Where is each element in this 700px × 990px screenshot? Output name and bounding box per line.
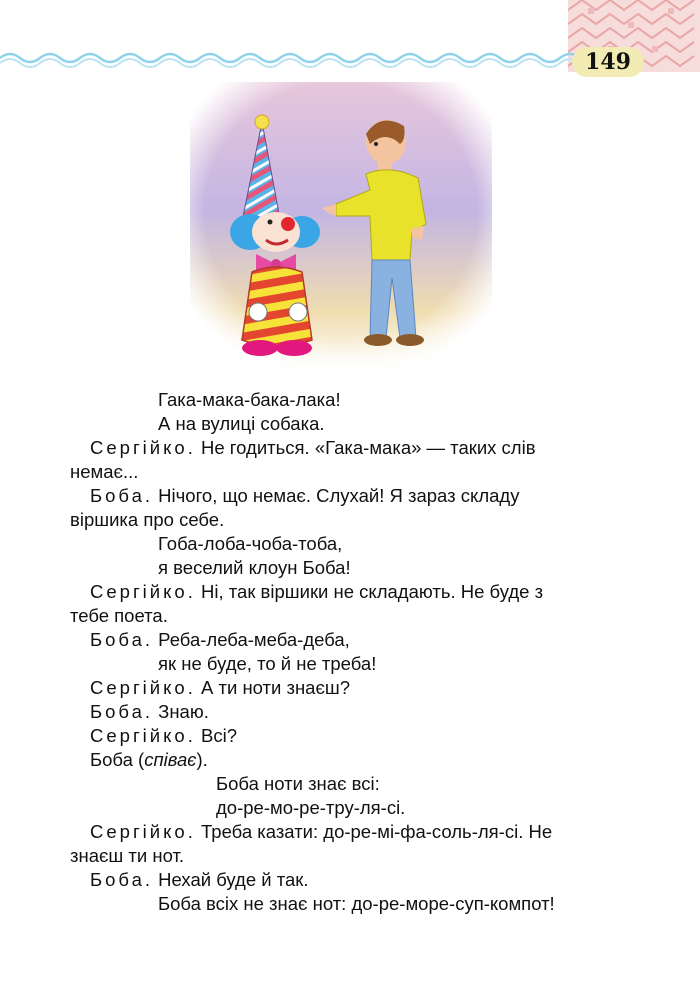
dialogue-line [90,868,610,892]
dialogue-line [90,820,610,844]
dialogue-line [90,436,610,460]
dialogue-text-span: А ти ноти знаєш? [195,677,351,698]
dialogue-line: немає... [70,461,139,482]
speaker-name: Боба. [90,485,154,506]
stage-direction: співає [144,749,197,770]
verse-line: до-ре-мо-ре-тру-ля-сі. [216,797,406,818]
page-number: 149 [572,47,644,77]
dialogue-line [90,748,610,772]
dialogue-line [90,484,610,508]
speaker-name: Сергійко. [90,581,196,602]
dialogue-text-span: Ні, так віршики не складають. Не буде з [195,581,544,602]
wavy-header-line [0,42,575,72]
speaker-name: Боба. [90,629,154,650]
verse-line: А на вулиці собака. [158,413,325,434]
dialogue-text-span: Всі? [195,725,238,746]
dialogue-line: тебе поета. [70,605,168,626]
clown-and-boy-illustration [190,82,492,370]
speaker-name: Боба. [90,701,154,722]
dialogue-line [90,700,610,724]
dialogue-text-span: Реба-леба-меба-деба, [153,629,350,650]
speaker-name: Боба. [90,869,154,890]
dialogue-text-span: Не годиться. «Гака-мака» — таких слів [195,437,536,458]
dialogue-line: знаєш ти нот. [70,845,185,866]
dialogue-text-span: Боба ( [90,749,145,770]
dialogue-line [90,676,610,700]
dialogue-line [90,724,610,748]
dialogue-line [90,628,610,652]
dialogue-text-span: Нехай буде й так. [153,869,309,890]
dialogue-text-span: Знаю. [153,701,209,722]
dialogue-text-span: Нічого, що немає. Слухай! Я зараз складу [153,485,520,506]
dialogue-line: віршика про себе. [70,509,225,530]
verse-line: Гака-мака-бака-лака! [158,389,341,410]
speaker-name: Сергійко. [90,821,196,842]
dialogue-text-span: Треба казати: до-ре-мі-фа-соль-ля-сі. Не [195,821,553,842]
verse-line: я веселий клоун Боба! [158,557,351,578]
verse-line: Боба ноти знає всі: [216,773,380,794]
verse-line: Боба всіх не знає нот: до-ре-море-суп-компот! [158,893,555,914]
dialogue-text [70,388,610,916]
verse-line: Гоба-лоба-чоба-тоба, [158,533,343,554]
speaker-name: Сергійко. [90,725,196,746]
dialogue-text-span: ). [196,749,208,770]
speaker-name: Сергійко. [90,677,196,698]
verse-line: як не буде, то й не треба! [158,653,377,674]
dialogue-line [90,580,610,604]
speaker-name: Сергійко. [90,437,196,458]
